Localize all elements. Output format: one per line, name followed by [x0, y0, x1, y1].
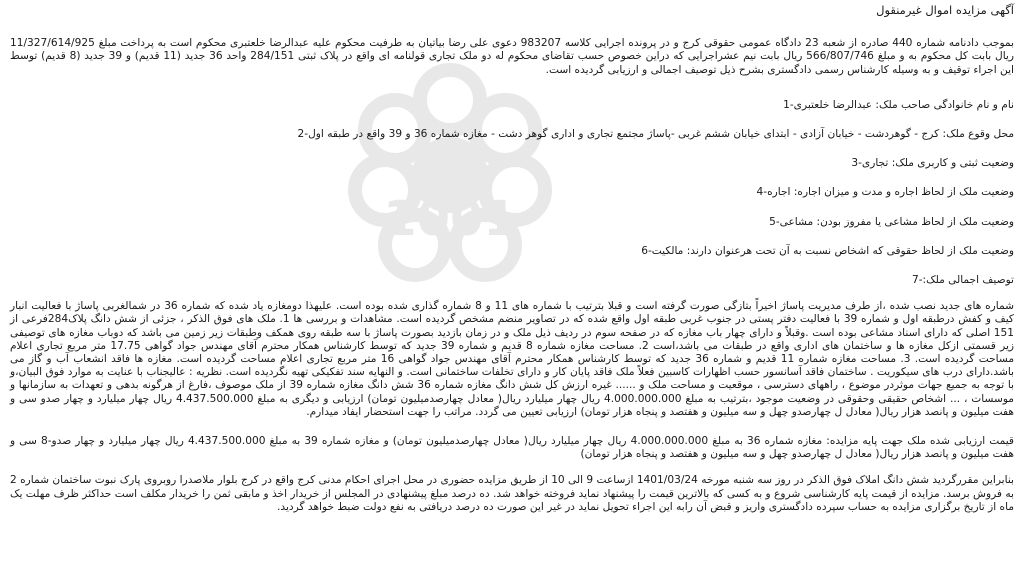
notice-item-location: محل وقوع ملک: کرج - گوهردشت - خیابان آزادی - ابتدای خیابان ششم غربی -پاساژ مجتمع تجاری و اداری گوهر دشت - مغازه شماره 36 و 39 واقع در طبقه اول-2 [297, 128, 1014, 141]
notice-description: شماره های جدید نصب شده ،از طرف مدیریت پاساژ اخیراً بتازگی صورت گرفته است و قبلا بترتیب با شماره های 11 و 8 شماره گذاری شده بوده است. علیهذا دومغازه یاد شده که شماره 36 در شمالغربی پاساژ با فعالیت انبار کیف و کفش درطبقه اول و شماره 39 با فعالیت دفتر پستی در جنوب غربی طبقه اول واقع شده که در تصاویر منضم مشخص گردیده است. مشاهدات و بررسی ها 1. ملک های فوق الذکر ، جزئی از شش دانگ پلاک284فرعی از 151 اصلی که دارای اسناد مشاعی بوده است .وقبلاً و دارای چهار باب مغازه که در صفحه سوم در ردیف ذیل ملک و در زمان بازدید بصورت پاساژ با سه طبقه روی همکف وطبقات زیر زمین می باشد که دوباب مغازه های توصیفی زیر قسمتی ازکل مغازه ها و ساختمان های اداری واقع در طبقات می باشد،است 2. مساحت مغازه شماره 8 قدیم و شماره 39 جدید که توسط کارشناس همکار محترم آقای مهندس جواد گواهی 17.75 متر مربع تجاری اعلام مساحت گردیده است. 3. مساحت مغازه شماره 11 قدیم و شماره 36 جدید که توسط کارشناس همکار محترم آقای مهندس جواد گواهی 16 متر مربع تجاری اعلام مساحت گردیده است. مغازه ها فاقد انشعاب آب و گاز می باشد.دارای درب های سیکوریت . ساختمان فاقد آسانسور حسب اظهارات کاسبین فعلاً ملک فاقد پایان کار و دارای تخلفات ساختمانی است. و النهایه سند تفکیکی تهیه نگردیده است. نظریه : عالیجناب با عنایت به موارد فوق البیان،و با توجه به جمیع جهات موثردر موضوع ، راههای دسترسی ، موقعیت و مساحت ملک و ...... غیره ارزش کل شش دانگ مغازه شماره 36 شش دانگ مغازه شماره 39 از ملک موصوف ،فارغ از هرگونه بدهی و تعهدات به سازمانها و موسسات ، ... اشخاص حقیقی وحقوقی در وضعیت موجود ،بترتیب به مبلغ 4.000.000.000 ریال چهار میلیارد ریال( معادل چهارصدمیلیون تومان) ارزیابی و دیگری به مبلغ 4.437.500.000 ریال چهار میلیارد و چهار صدو سی و هفت میلیون و پانصد هزار ریال( معادل ل چهارصدو چهل و سه میلیون و هفتصد و پنجاه هزار تومان) ارزیابی تعیین می گردد. مراتب را جهت استحضار ایفاد میدارم. [10, 300, 1015, 418]
notice-item-ownership-type: وضعیت ملک از لحاظ مشاعی یا مفروز بودن: مشاعی-5 [769, 215, 1014, 228]
watermark-digits: 1001 [383, 191, 517, 247]
notice-closing: بنابراین مقررگردید شش دانگ املاک فوق الذکر در روز سه شنبه مورخه 1401/03/24 ازساعت 9 الی 10 از طریق مزایده حضوری در محل اجرای احکام مدنی کرج واقع در کرج بلوار ملاصدرا روبروی پارک نبوت ساختمان شماره 2 به فروش برسد. مزایده از قیمت پایه کارشناسی شروع و به کسی که بالاترین قیمت را پیشنهاد نماید فروخته خواهد شد. ده درصد مبلغ پیشنهادی در المجلس از خریدار اخذ و مابقی ثمن را خریدار مکلف است حداکثر ظرف مهلت یک ماه از تاریخ برگزاری مزایده به حساب سپرده دادگستری واریز و قبض آن رابه این اجراء تحویل نماید در غیر این صورت ده درصد دریافتی به نفع دولت ضبط خواهد گردید. [10, 474, 1014, 513]
notice-item-owner: نام و نام خانوادگی صاحب ملک: عبدالرضا خلعتبری-1 [783, 98, 1014, 111]
notice-intro: بموجب دادنامه شماره 440 صادره از شعبه 23 دادگاه عمومی حقوقی کرج و در پرونده اجرایی کلاسه 983207 دعوی علی رضا بیاتیان به طرفیت محکوم علیه عبدالرضا خلعتبری محکوم است به پرداخت مبلغ 11/327/614/925 ریال بابت کل محکوم به و مبلغ 566/807/746 ریال بابت نیم عشراجرایی که دراین خصوص حسب تقاضای محکوم له دو ملک تجاری قولنامه ای واقع در پلاک ثبتی 284/151 واحد 36 جدید (11 قدیم) و 39 جدید (8 قدیم) توسط این اجراء توقیف و به وسیله کارشناس رسمی دادگستری بشرح ذیل توصیف اجمالی و ارزیابی گردیده است. [10, 37, 1015, 76]
notice-item-registration: وضعیت ثبتی و کاربری ملک: تجاری-3 [851, 157, 1014, 170]
notice-title: آگهی مزایده اموال غیرمنقول [876, 3, 1014, 17]
notice-item-description-heading: توصیف اجمالی ملک:-7 [911, 274, 1014, 287]
notice-item-lease: وضعیت ملک از لحاظ اجاره و مدت و میزان اجاره: اجاره-4 [756, 186, 1014, 199]
notice-price: قیمت ارزیابی شده ملک جهت پایه مزایده: مغازه شماره 36 به مبلغ 4.000.000.000 ریال چهار میلیارد ریال( معادل چهارصدمیلیون تومان) و مغازه شماره 39 به مبلغ 4.437.500.000 ریال چهار میلیارد و چهار صدو-8 سی و هفت میلیون و پانصد هزار ریال( معادل ل چهارصدو چهل و سه میلیون و هفتصد و پنجاه هزار تومان) [10, 435, 1014, 461]
notice-item-rights: وضعیت ملک از لحاظ حقوقی که اشخاص نسبت به آن تحت هرعنوان دارند: مالکیت-6 [641, 244, 1014, 257]
